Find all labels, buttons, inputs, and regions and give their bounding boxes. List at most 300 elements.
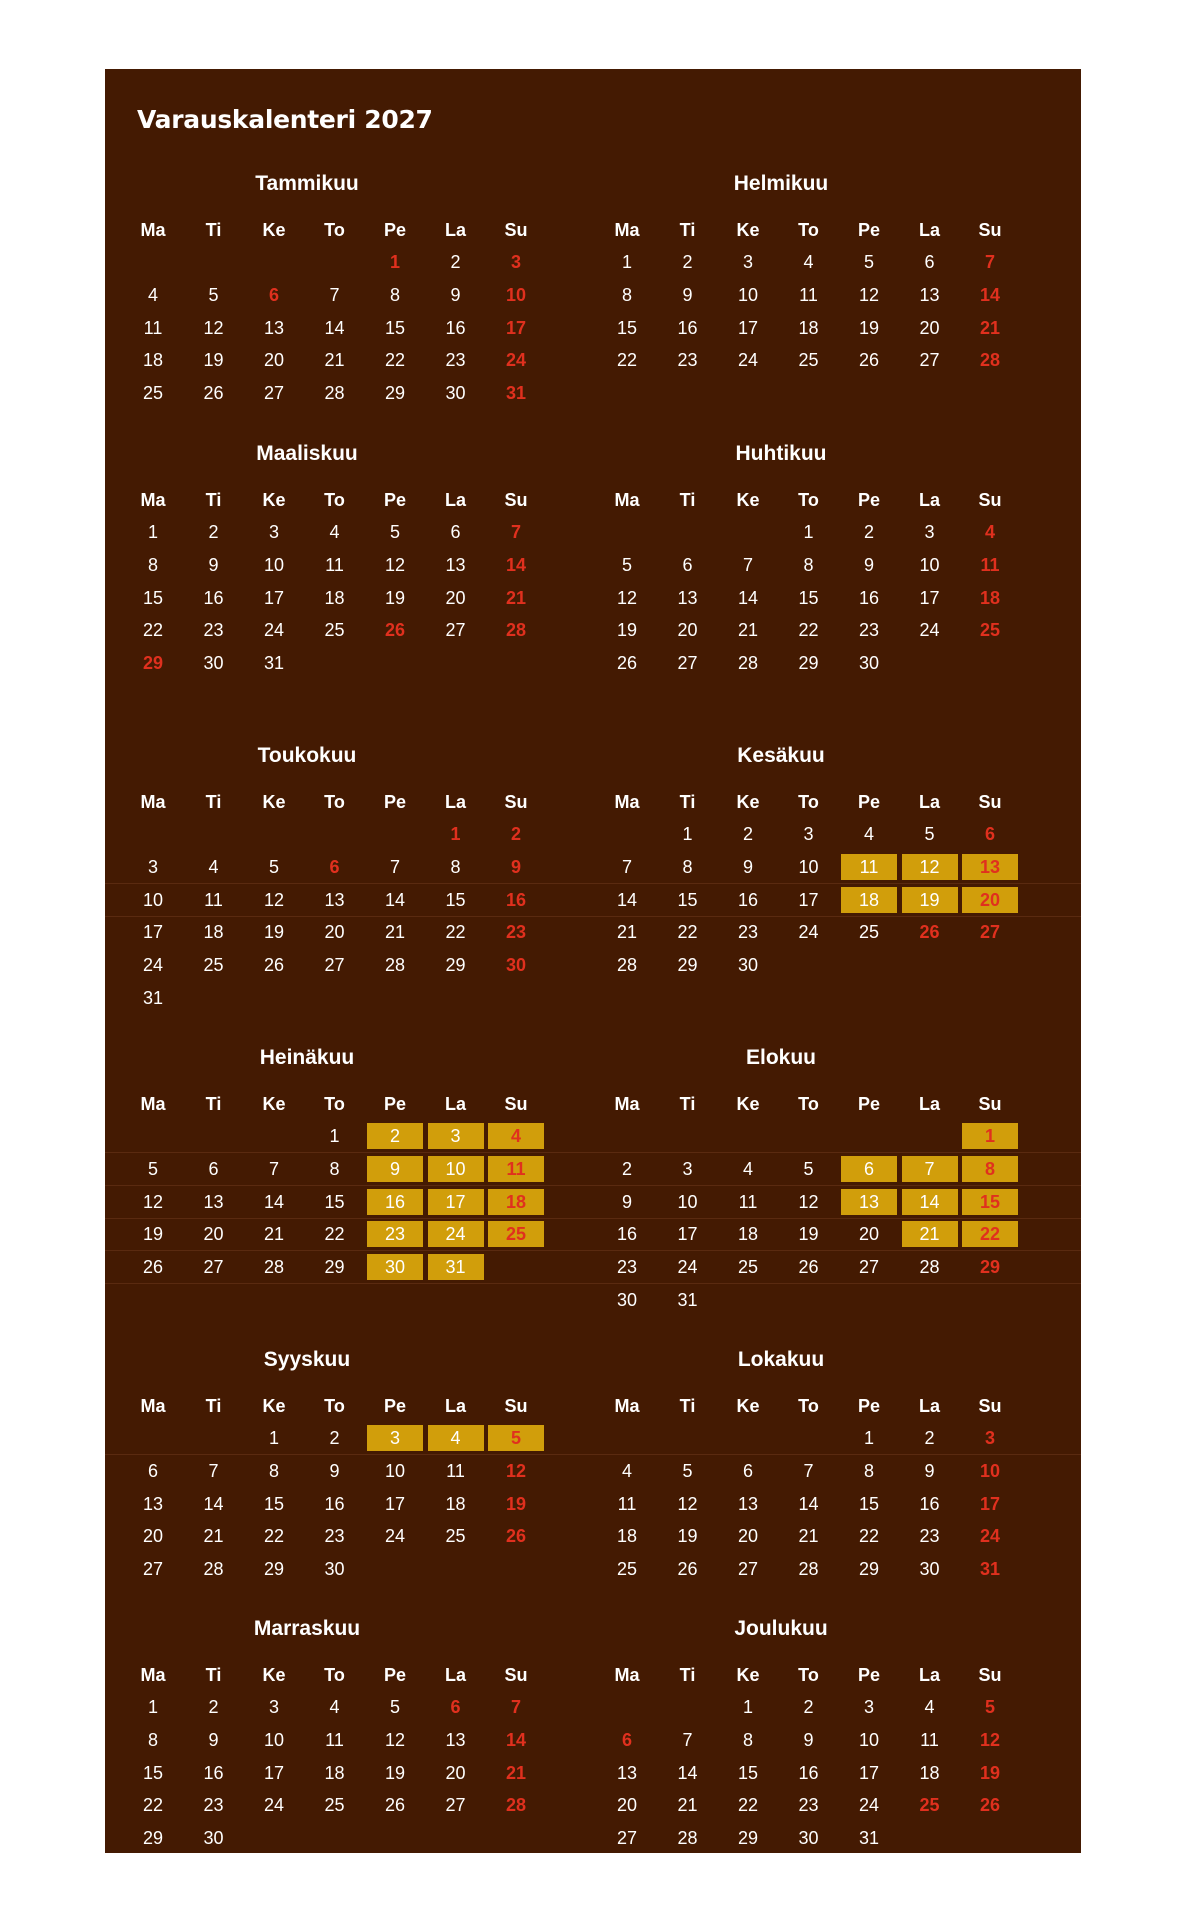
day-cell[interactable]: 21 [979,317,1001,338]
day-cell[interactable]: 25 [445,1526,466,1547]
day-cell[interactable]: 15 [616,317,638,338]
day-cell-booked[interactable]: 11 [841,854,897,880]
day-cell[interactable]: 6 [147,1460,158,1481]
day-cell[interactable]: 21 [737,620,759,641]
day-cell[interactable]: 20 [919,317,940,338]
day-cell[interactable]: 31 [979,1559,1001,1580]
day-cell[interactable]: 16 [737,889,759,910]
day-cell[interactable]: 27 [445,620,466,641]
day-cell[interactable]: 24 [677,1257,698,1278]
day-cell[interactable]: 31 [858,1828,880,1849]
day-cell[interactable]: 24 [858,1795,880,1816]
day-cell[interactable]: 12 [616,587,638,608]
day-cell[interactable]: 7 [510,522,521,542]
day-cell[interactable]: 29 [677,955,698,976]
day-cell[interactable]: 8 [329,1158,340,1179]
day-cell[interactable]: 23 [858,620,880,641]
day-cell[interactable]: 19 [505,1493,527,1514]
day-cell[interactable]: 3 [147,856,158,877]
day-cell[interactable]: 3 [924,522,935,542]
day-cell[interactable]: 27 [919,350,940,371]
day-cell[interactable]: 23 [616,1257,638,1278]
day-cell[interactable]: 12 [384,1729,406,1750]
day-cell[interactable]: 20 [445,1762,466,1783]
day-cell[interactable]: 13 [445,554,466,575]
day-cell[interactable]: 14 [263,1191,285,1212]
day-cell[interactable]: 7 [742,554,753,575]
day-cell[interactable]: 16 [203,1762,224,1783]
day-cell[interactable]: 5 [924,824,935,844]
day-cell[interactable]: 30 [616,1290,638,1310]
day-cell[interactable]: 26 [616,653,638,674]
day-cell-booked[interactable]: 4 [488,1123,544,1149]
day-cell[interactable]: 17 [737,317,759,338]
day-cell[interactable]: 24 [737,350,759,371]
day-cell-booked[interactable]: 25 [488,1221,544,1247]
day-cell[interactable]: 1 [450,824,461,844]
day-cell[interactable]: 31 [505,383,527,404]
day-cell[interactable]: 26 [677,1559,698,1580]
day-cell[interactable]: 2 [863,522,874,542]
day-cell[interactable]: 30 [737,955,759,976]
day-cell[interactable]: 17 [263,1762,285,1783]
day-cell[interactable]: 1 [147,522,158,542]
day-cell[interactable]: 30 [919,1559,940,1580]
day-cell[interactable]: 26 [798,1257,819,1278]
day-cell[interactable]: 11 [446,1460,465,1481]
day-cell-booked[interactable]: 1 [962,1123,1018,1149]
day-cell[interactable]: 1 [389,252,400,272]
day-cell[interactable]: 30 [505,955,527,976]
day-cell[interactable]: 7 [984,252,995,272]
day-cell[interactable]: 29 [263,1559,285,1580]
day-cell-booked[interactable]: 2 [367,1123,423,1149]
day-cell[interactable]: 8 [863,1460,874,1481]
day-cell-booked[interactable]: 22 [962,1221,1018,1247]
day-cell[interactable]: 13 [616,1762,638,1783]
day-cell[interactable]: 27 [979,922,1001,943]
day-cell[interactable]: 4 [924,1697,935,1717]
day-cell[interactable]: 27 [142,1559,164,1580]
day-cell[interactable]: 5 [268,856,279,877]
day-cell[interactable]: 4 [863,824,874,844]
day-cell[interactable]: 19 [979,1762,1001,1783]
day-cell[interactable]: 10 [505,284,527,305]
day-cell[interactable]: 23 [445,350,466,371]
day-cell[interactable]: 14 [979,284,1001,305]
day-cell[interactable]: 7 [329,284,340,305]
day-cell[interactable]: 22 [142,1795,164,1816]
day-cell[interactable]: 6 [621,1729,632,1750]
day-cell[interactable]: 5 [208,284,219,305]
day-cell[interactable]: 9 [329,1460,340,1481]
day-cell-booked[interactable]: 24 [428,1221,484,1247]
day-cell[interactable]: 20 [677,620,698,641]
day-cell[interactable]: 1 [803,522,814,542]
day-cell[interactable]: 19 [677,1526,698,1547]
day-cell[interactable]: 21 [384,922,406,943]
day-cell[interactable]: 11 [799,284,818,305]
day-cell[interactable]: 15 [142,1762,164,1783]
day-cell[interactable]: 17 [858,1762,880,1783]
day-cell[interactable]: 3 [984,1428,995,1448]
day-cell[interactable]: 16 [505,889,527,910]
day-cell[interactable]: 4 [803,252,814,272]
day-cell-booked[interactable]: 12 [902,854,958,880]
day-cell[interactable]: 4 [329,1697,340,1717]
day-cell[interactable]: 11 [143,317,163,338]
day-cell[interactable]: 29 [737,1828,759,1849]
day-cell[interactable]: 10 [798,856,819,877]
day-cell[interactable]: 1 [682,824,693,844]
day-cell[interactable]: 11 [325,554,344,575]
day-cell-booked[interactable]: 17 [428,1189,484,1215]
day-cell[interactable]: 28 [384,955,406,976]
day-cell[interactable]: 15 [142,587,164,608]
day-cell[interactable]: 12 [505,1460,527,1481]
day-cell-booked[interactable]: 10 [428,1156,484,1182]
day-cell[interactable]: 22 [737,1795,759,1816]
day-cell[interactable]: 9 [742,856,753,877]
day-cell[interactable]: 2 [208,522,219,542]
day-cell[interactable]: 19 [384,587,406,608]
day-cell[interactable]: 15 [324,1191,345,1212]
day-cell[interactable]: 8 [682,856,693,877]
day-cell[interactable]: 8 [147,1729,158,1750]
day-cell-booked[interactable]: 16 [367,1189,423,1215]
day-cell[interactable]: 6 [450,522,461,542]
day-cell[interactable]: 2 [510,824,521,844]
day-cell[interactable]: 11 [738,1191,758,1212]
day-cell[interactable]: 24 [384,1526,406,1547]
day-cell[interactable]: 7 [621,856,632,877]
day-cell[interactable]: 10 [142,889,164,910]
day-cell[interactable]: 14 [677,1762,698,1783]
day-cell-booked[interactable]: 30 [367,1254,423,1280]
day-cell[interactable]: 28 [677,1828,698,1849]
day-cell[interactable]: 14 [505,554,527,575]
day-cell[interactable]: 2 [924,1428,935,1448]
day-cell[interactable]: 16 [858,587,880,608]
day-cell[interactable]: 8 [621,284,632,305]
day-cell[interactable]: 14 [616,889,638,910]
day-cell[interactable]: 14 [203,1493,224,1514]
day-cell[interactable]: 25 [616,1559,638,1580]
day-cell[interactable]: 12 [798,1191,819,1212]
day-cell[interactable]: 23 [677,350,698,371]
day-cell[interactable]: 20 [858,1224,880,1245]
day-cell[interactable]: 5 [147,1158,158,1179]
day-cell[interactable]: 21 [324,350,345,371]
day-cell-booked[interactable]: 8 [962,1156,1018,1182]
day-cell[interactable]: 11 [617,1493,637,1514]
day-cell[interactable]: 27 [324,955,345,976]
day-cell[interactable]: 24 [919,620,940,641]
day-cell[interactable]: 15 [737,1762,759,1783]
day-cell[interactable]: 25 [203,955,224,976]
day-cell[interactable]: 16 [203,587,224,608]
day-cell[interactable]: 6 [682,554,693,575]
day-cell[interactable]: 12 [203,317,224,338]
day-cell[interactable]: 21 [263,1224,285,1245]
day-cell[interactable]: 3 [742,252,753,272]
day-cell[interactable]: 2 [621,1158,632,1179]
day-cell[interactable]: 2 [329,1428,340,1448]
day-cell[interactable]: 8 [742,1729,753,1750]
day-cell[interactable]: 22 [263,1526,285,1547]
day-cell[interactable]: 11 [920,1729,939,1750]
day-cell[interactable]: 13 [445,1729,466,1750]
day-cell[interactable]: 10 [263,1729,285,1750]
day-cell[interactable]: 7 [268,1158,279,1179]
day-cell[interactable]: 9 [621,1191,632,1212]
day-cell[interactable]: 16 [616,1224,638,1245]
day-cell[interactable]: 9 [863,554,874,575]
day-cell[interactable]: 24 [263,1795,285,1816]
day-cell[interactable]: 22 [798,620,819,641]
day-cell[interactable]: 3 [268,522,279,542]
day-cell[interactable]: 24 [263,620,285,641]
day-cell[interactable]: 27 [263,383,285,404]
day-cell[interactable]: 12 [858,284,880,305]
day-cell[interactable]: 24 [979,1526,1001,1547]
day-cell-booked[interactable]: 23 [367,1221,423,1247]
day-cell[interactable]: 5 [389,1697,400,1717]
day-cell[interactable]: 4 [147,284,158,305]
day-cell[interactable]: 8 [147,554,158,575]
day-cell[interactable]: 22 [324,1224,345,1245]
day-cell[interactable]: 5 [803,1158,814,1179]
day-cell[interactable]: 17 [677,1224,698,1245]
day-cell[interactable]: 31 [677,1290,698,1310]
day-cell[interactable]: 1 [329,1126,340,1146]
day-cell[interactable]: 14 [737,587,759,608]
day-cell[interactable]: 28 [919,1257,940,1278]
day-cell[interactable]: 4 [984,522,995,542]
day-cell[interactable]: 24 [798,922,819,943]
day-cell[interactable]: 14 [798,1493,819,1514]
day-cell[interactable]: 15 [677,889,698,910]
day-cell[interactable]: 18 [919,1762,940,1783]
day-cell[interactable]: 14 [324,317,345,338]
day-cell-booked[interactable]: 18 [488,1189,544,1215]
day-cell[interactable]: 3 [510,252,521,272]
day-cell[interactable]: 29 [798,653,819,674]
day-cell[interactable]: 19 [384,1762,406,1783]
day-cell[interactable]: 28 [616,955,638,976]
day-cell[interactable]: 12 [263,889,285,910]
day-cell[interactable]: 7 [803,1460,814,1481]
day-cell[interactable]: 10 [263,554,285,575]
day-cell[interactable]: 28 [505,1795,527,1816]
day-cell[interactable]: 26 [384,1795,406,1816]
day-cell[interactable]: 22 [616,350,638,371]
day-cell[interactable]: 8 [450,856,461,877]
day-cell[interactable]: 17 [919,587,940,608]
day-cell[interactable]: 5 [863,252,874,272]
day-cell[interactable]: 23 [798,1795,819,1816]
day-cell[interactable]: 10 [384,1460,406,1481]
day-cell[interactable]: 7 [682,1729,693,1750]
day-cell[interactable]: 31 [263,653,285,674]
day-cell[interactable]: 21 [203,1526,224,1547]
day-cell[interactable]: 20 [203,1224,224,1245]
day-cell[interactable]: 21 [798,1526,819,1547]
day-cell[interactable]: 22 [384,350,406,371]
day-cell[interactable]: 19 [263,922,285,943]
day-cell[interactable]: 16 [798,1762,819,1783]
day-cell[interactable]: 6 [329,856,340,877]
day-cell[interactable]: 15 [858,1493,880,1514]
day-cell[interactable]: 23 [505,922,527,943]
day-cell[interactable]: 10 [737,284,759,305]
day-cell[interactable]: 15 [263,1493,285,1514]
day-cell-booked[interactable]: 9 [367,1156,423,1182]
day-cell[interactable]: 16 [324,1493,345,1514]
day-cell[interactable]: 19 [616,620,638,641]
day-cell[interactable]: 18 [737,1224,759,1245]
day-cell[interactable]: 27 [616,1828,638,1849]
day-cell[interactable]: 8 [803,554,814,575]
day-cell[interactable]: 27 [737,1559,759,1580]
day-cell-booked[interactable]: 4 [428,1425,484,1451]
day-cell[interactable]: 25 [858,922,880,943]
day-cell[interactable]: 6 [268,284,279,305]
day-cell[interactable]: 10 [979,1460,1001,1481]
day-cell[interactable]: 25 [979,620,1001,641]
day-cell[interactable]: 9 [803,1729,814,1750]
day-cell[interactable]: 28 [203,1559,224,1580]
day-cell[interactable]: 26 [979,1795,1001,1816]
day-cell[interactable]: 18 [324,587,345,608]
day-cell[interactable]: 16 [677,317,698,338]
day-cell[interactable]: 17 [263,587,285,608]
day-cell[interactable]: 8 [268,1460,279,1481]
day-cell-booked[interactable]: 21 [902,1221,958,1247]
day-cell[interactable]: 18 [324,1762,345,1783]
day-cell[interactable]: 13 [919,284,940,305]
day-cell[interactable]: 3 [268,1697,279,1717]
day-cell[interactable]: 16 [445,317,466,338]
day-cell-booked[interactable]: 19 [902,887,958,913]
day-cell[interactable]: 7 [510,1697,521,1717]
day-cell[interactable]: 2 [450,252,461,272]
day-cell[interactable]: 20 [324,922,345,943]
day-cell[interactable]: 30 [858,653,880,674]
day-cell[interactable]: 22 [142,620,164,641]
day-cell[interactable]: 29 [142,1828,164,1849]
day-cell[interactable]: 5 [984,1697,995,1717]
day-cell[interactable]: 28 [324,383,345,404]
day-cell[interactable]: 15 [798,587,819,608]
day-cell[interactable]: 3 [682,1158,693,1179]
day-cell[interactable]: 26 [142,1257,164,1278]
day-cell[interactable]: 24 [505,350,527,371]
day-cell[interactable]: 1 [742,1697,753,1717]
day-cell[interactable]: 28 [979,350,1001,371]
day-cell[interactable]: 29 [858,1559,880,1580]
day-cell[interactable]: 29 [384,383,406,404]
day-cell[interactable]: 9 [450,284,461,305]
day-cell[interactable]: 11 [325,1729,344,1750]
day-cell[interactable]: 19 [798,1224,819,1245]
day-cell-booked[interactable]: 20 [962,887,1018,913]
day-cell[interactable]: 13 [263,317,285,338]
day-cell[interactable]: 3 [863,1697,874,1717]
day-cell[interactable]: 24 [142,955,164,976]
day-cell[interactable]: 26 [505,1526,527,1547]
day-cell[interactable]: 1 [147,1697,158,1717]
day-cell[interactable]: 10 [858,1729,880,1750]
day-cell[interactable]: 20 [616,1795,638,1816]
day-cell[interactable]: 17 [384,1493,406,1514]
day-cell-booked[interactable]: 31 [428,1254,484,1280]
day-cell[interactable]: 9 [208,554,219,575]
day-cell-booked[interactable]: 3 [367,1425,423,1451]
day-cell[interactable]: 23 [203,1795,224,1816]
day-cell[interactable]: 4 [621,1460,632,1481]
day-cell[interactable]: 27 [858,1257,880,1278]
day-cell[interactable]: 18 [979,587,1001,608]
day-cell[interactable]: 25 [324,620,345,641]
day-cell[interactable]: 20 [737,1526,759,1547]
day-cell[interactable]: 29 [142,653,164,674]
day-cell[interactable]: 5 [682,1460,693,1481]
day-cell-booked[interactable]: 6 [841,1156,897,1182]
day-cell-booked[interactable]: 3 [428,1123,484,1149]
day-cell[interactable]: 1 [863,1428,874,1448]
day-cell[interactable]: 5 [389,522,400,542]
day-cell[interactable]: 13 [677,587,698,608]
day-cell[interactable]: 20 [142,1526,164,1547]
day-cell-booked[interactable]: 15 [962,1189,1018,1215]
day-cell[interactable]: 29 [445,955,466,976]
day-cell[interactable]: 19 [142,1224,164,1245]
day-cell[interactable]: 16 [919,1493,940,1514]
day-cell[interactable]: 12 [384,554,406,575]
day-cell[interactable]: 23 [324,1526,345,1547]
day-cell[interactable]: 22 [445,922,466,943]
day-cell[interactable]: 30 [324,1559,345,1580]
day-cell[interactable]: 2 [208,1697,219,1717]
day-cell[interactable]: 26 [203,383,224,404]
day-cell[interactable]: 18 [616,1526,638,1547]
day-cell[interactable]: 18 [798,317,819,338]
day-cell[interactable]: 2 [682,252,693,272]
day-cell[interactable]: 23 [919,1526,940,1547]
day-cell[interactable]: 15 [445,889,466,910]
day-cell[interactable]: 25 [737,1257,759,1278]
day-cell[interactable]: 30 [203,1828,224,1849]
day-cell[interactable]: 3 [803,824,814,844]
day-cell[interactable]: 5 [621,554,632,575]
day-cell[interactable]: 20 [263,350,285,371]
day-cell[interactable]: 13 [737,1493,759,1514]
day-cell[interactable]: 9 [682,284,693,305]
day-cell-booked[interactable]: 5 [488,1425,544,1451]
day-cell[interactable]: 25 [324,1795,345,1816]
day-cell[interactable]: 23 [203,620,224,641]
day-cell[interactable]: 31 [142,988,164,1008]
day-cell[interactable]: 12 [677,1493,698,1514]
day-cell[interactable]: 11 [980,554,1000,575]
day-cell[interactable]: 22 [858,1526,880,1547]
day-cell[interactable]: 30 [203,653,224,674]
day-cell[interactable]: 10 [677,1191,698,1212]
day-cell[interactable]: 10 [919,554,940,575]
day-cell[interactable]: 17 [979,1493,1001,1514]
day-cell[interactable]: 6 [208,1158,219,1179]
